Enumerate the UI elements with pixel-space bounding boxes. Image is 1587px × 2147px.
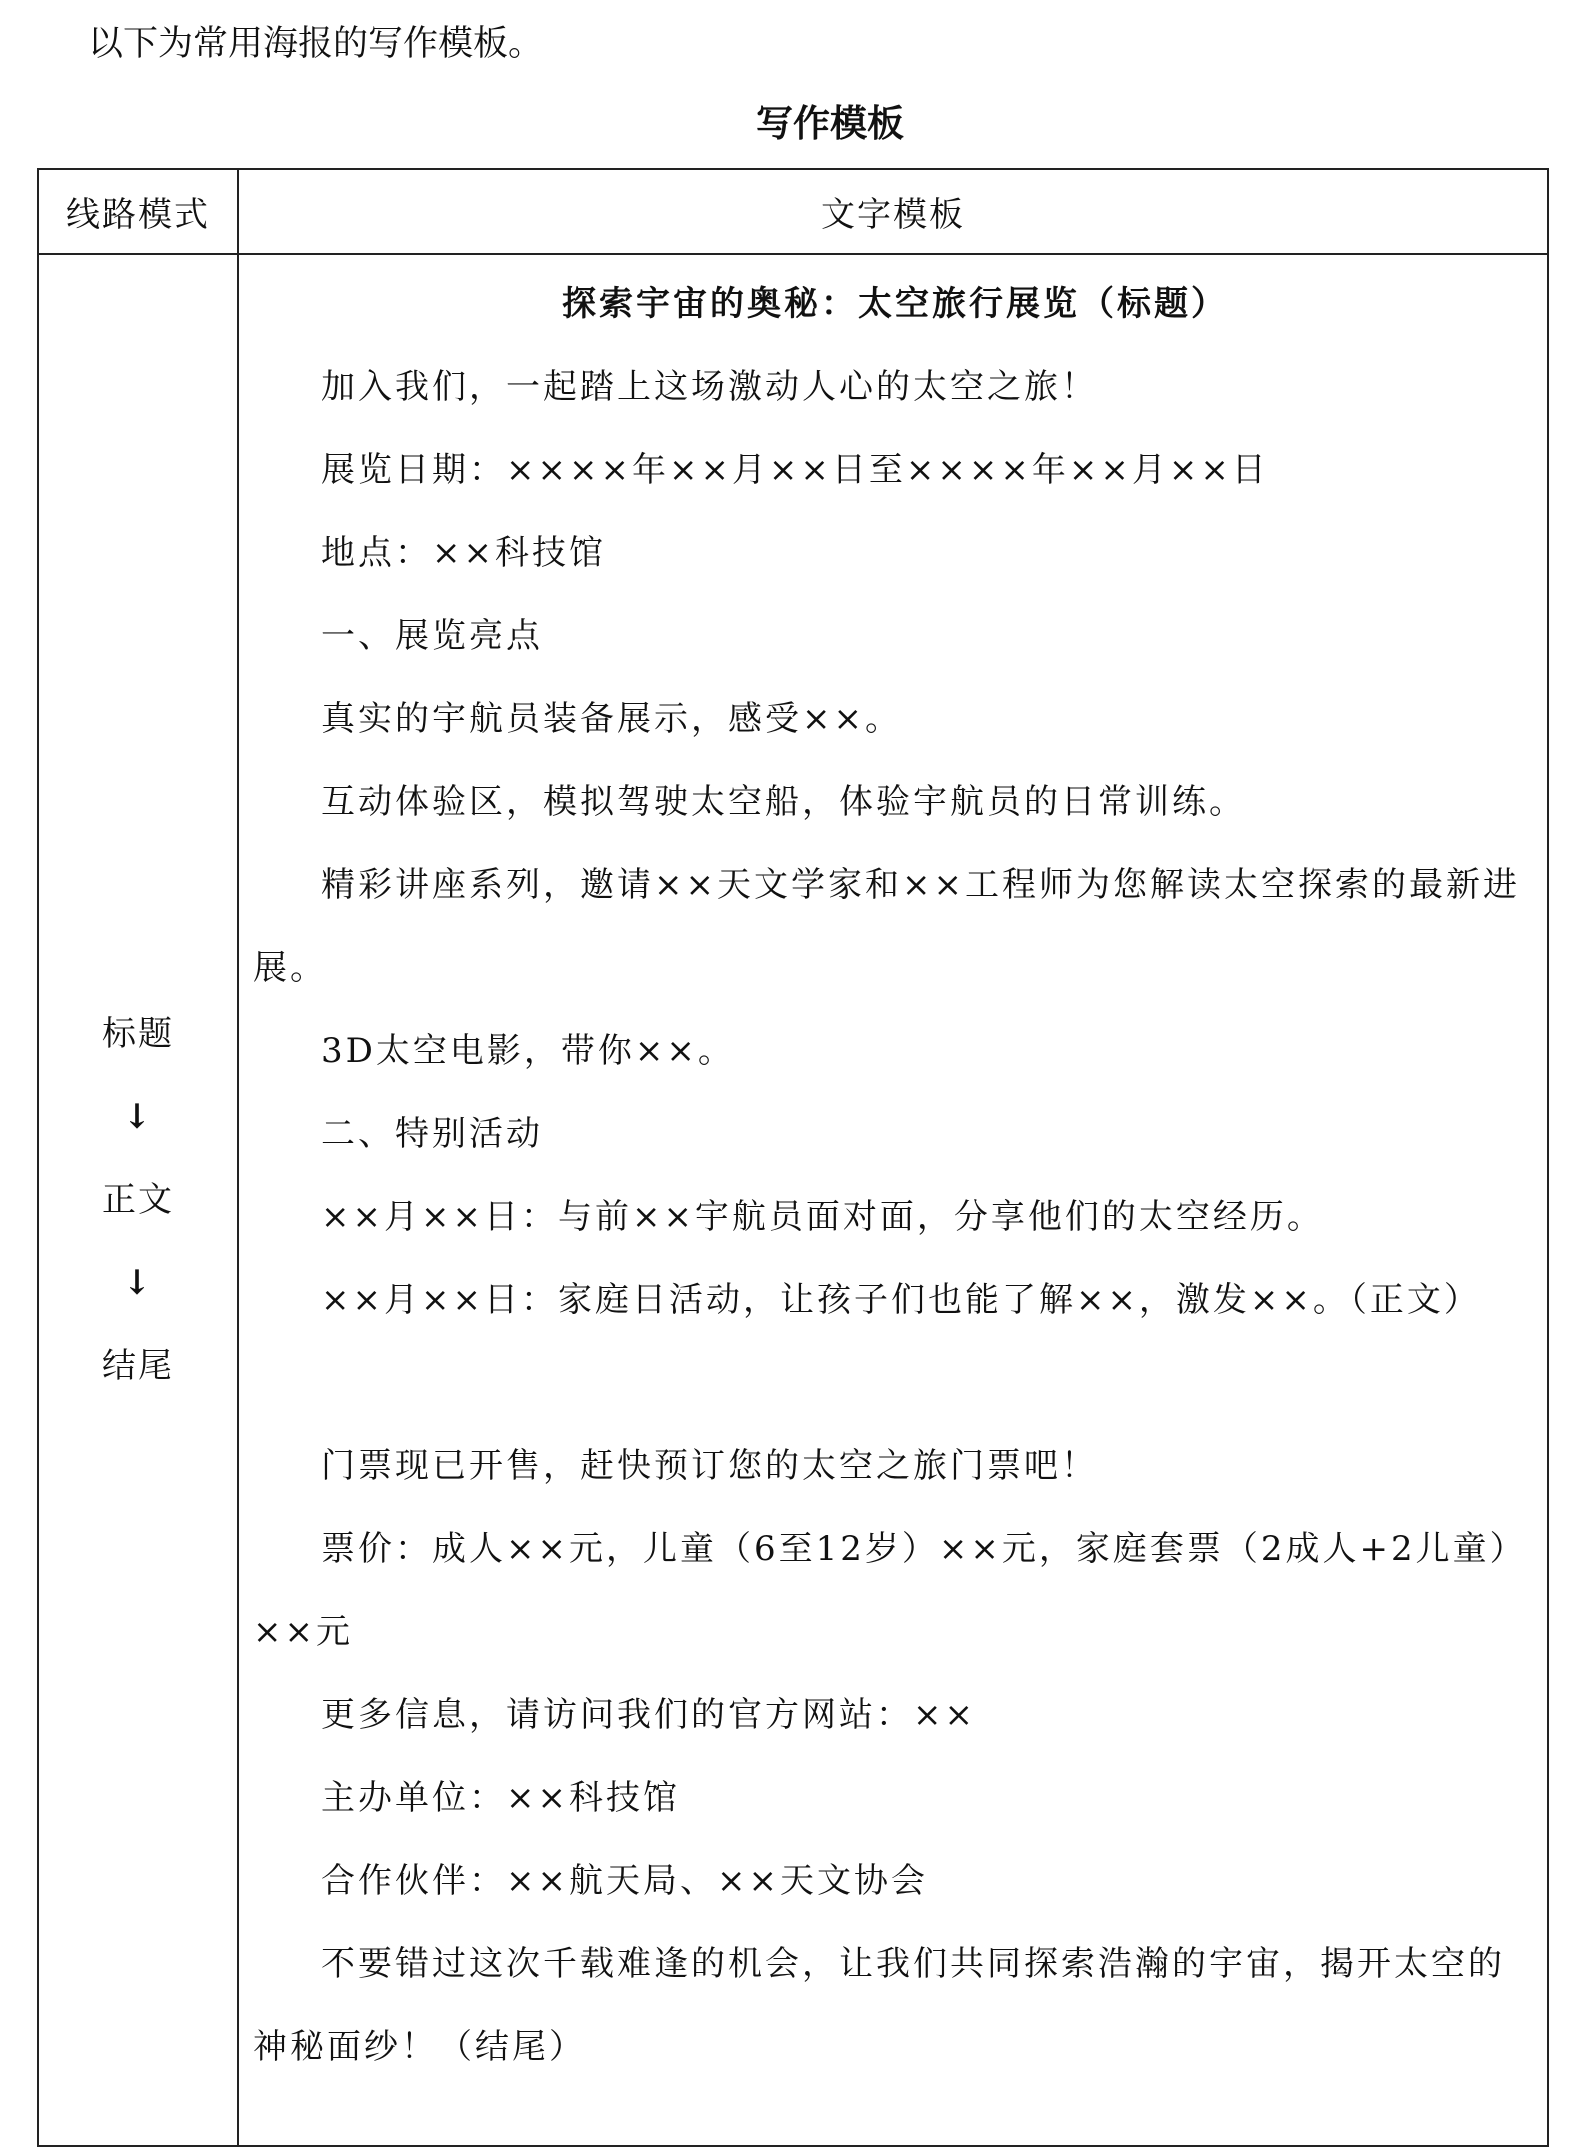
paragraph: 加入我们，一起踏上这场激动人心的太空之旅！ (321, 367, 1098, 407)
page-title: 写作模板 (756, 101, 904, 145)
header-route-mode: 线路模式 (38, 169, 238, 254)
paragraph: ××月××日：家庭日活动，让孩子们也能了解××，激发××。（正文） (321, 1280, 1481, 1320)
exhibition-date: 展览日期：××××年××月××日至××××年××月××日 (321, 450, 1269, 490)
template-content (239, 255, 1547, 2089)
table-header-row (38, 169, 1548, 254)
content-cell (238, 254, 1548, 2146)
location: 地点：××科技馆 (321, 533, 606, 573)
route-cell (38, 254, 238, 2146)
arrow-down-icon: ↓ (122, 1262, 154, 1303)
route-flow (39, 255, 237, 2145)
poster-title: 探索宇宙的奥秘：太空旅行展览（标题） (562, 284, 1228, 324)
arrow-down-icon: ↓ (122, 1096, 154, 1137)
paragraph: 更多信息，请访问我们的官方网站：×× (321, 1695, 976, 1735)
section-heading: 二、特别活动 (321, 1114, 543, 1154)
flow-step-body: 正文 (102, 1179, 174, 1220)
paragraph: 3D太空电影，带你××。 (321, 1031, 735, 1071)
table-body-row (38, 254, 1548, 2146)
section-heading: 一、展览亮点 (321, 616, 543, 656)
paragraph: 真实的宇航员装备展示，感受××。 (321, 699, 902, 739)
blank-line (253, 1342, 1537, 1425)
intro-text: 以下为常用海报的写作模板。 (88, 24, 544, 64)
ticket-price: 票价：成人××元，儿童（6至12岁）××元，家庭套票（2成人+2儿童）××元 (253, 1529, 1527, 1652)
flow-step-ending: 结尾 (102, 1345, 174, 1386)
paragraph: 精彩讲座系列，邀请××天文学家和××工程师为您解读太空探索的最新进展。 (253, 865, 1520, 988)
header-text-template: 文字模板 (238, 169, 1548, 254)
paragraph: 门票现已开售，赶快预订您的太空之旅门票吧！ (321, 1446, 1098, 1486)
organizer: 主办单位：××科技馆 (321, 1778, 680, 1818)
template-table (37, 168, 1549, 2147)
partners: 合作伙伴：××航天局、××天文协会 (321, 1861, 928, 1901)
paragraph: 不要错过这次千载难逢的机会，让我们共同探索浩瀚的宇宙，揭开太空的神秘面纱！（结尾） (253, 1944, 1505, 2067)
paragraph: ××月××日：与前××宇航员面对面，分享他们的太空经历。 (321, 1197, 1324, 1237)
flow-step-title: 标题 (102, 1013, 174, 1054)
paragraph: 互动体验区，模拟驾驶太空船，体验宇航员的日常训练。 (321, 782, 1246, 822)
